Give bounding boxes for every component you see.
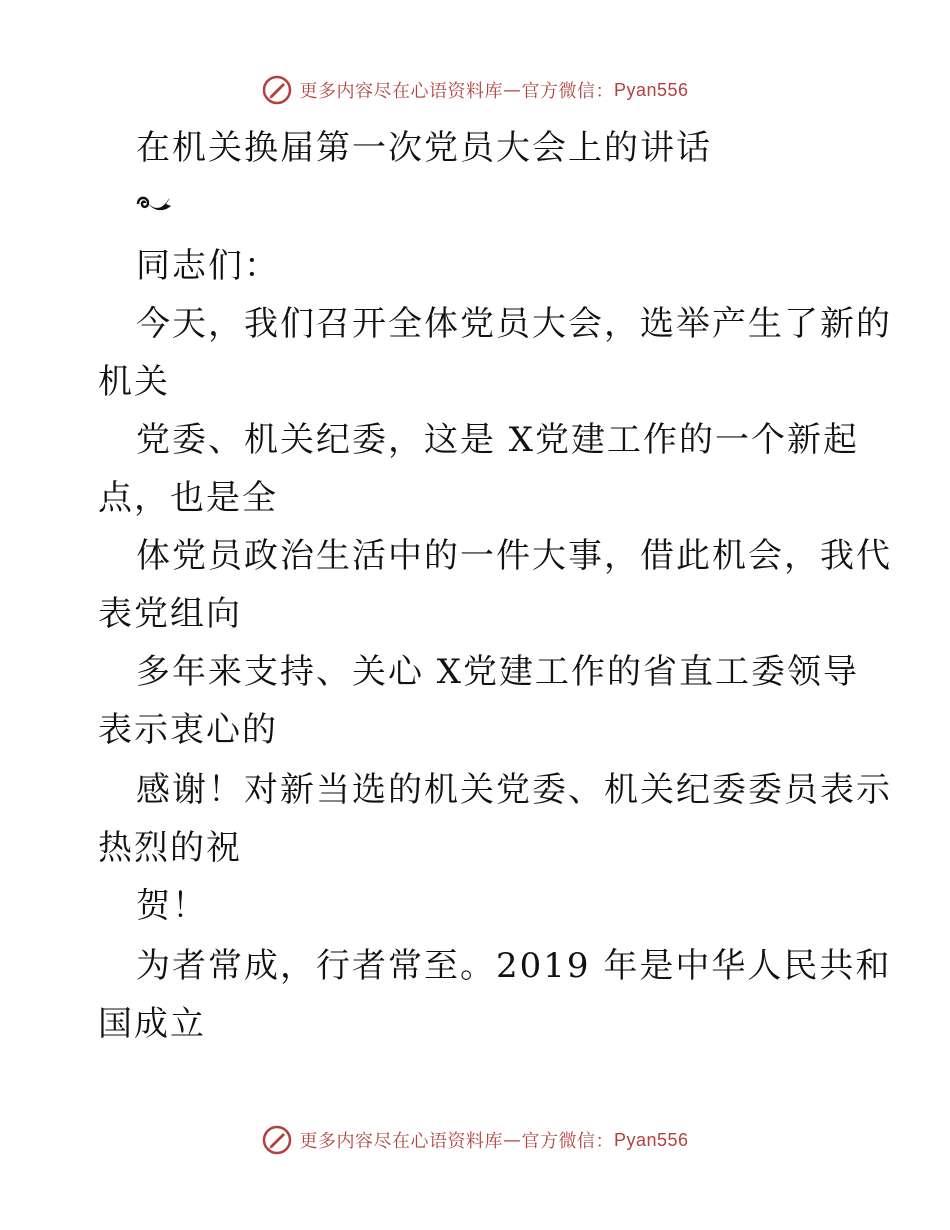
- text-line: 党委、机关纪委，这是 X党建工作的一个新起: [136, 420, 860, 460]
- text-line: 机关: [98, 362, 170, 402]
- header-watermark: [0, 74, 950, 106]
- text-line: 感谢！对新当选的机关党委、机关纪委委员表示: [136, 770, 892, 810]
- pen-logo-icon: [261, 74, 293, 106]
- text-line: 同志们：: [136, 246, 280, 286]
- text-line: 表示衷心的: [98, 710, 278, 750]
- pen-logo-icon: [261, 1124, 293, 1156]
- watermark-text: 更多内容尽在心语资料库: [299, 81, 503, 102]
- watermark-text: 更多内容尽在心语资料库: [299, 1131, 503, 1152]
- watermark-id: Pyan556: [613, 79, 689, 100]
- text-line: 今天，我们召开全体党员大会，选举产生了新的: [136, 304, 892, 344]
- watermark-id: Pyan556: [613, 1129, 689, 1150]
- watermark-label: 官方微信：: [521, 81, 614, 102]
- text-line: 表党组向: [98, 594, 242, 634]
- flourish-ornament-icon: [134, 188, 174, 218]
- text-line: 国成立: [98, 1004, 206, 1044]
- text-line: 贺！: [136, 886, 208, 926]
- watermark-label: 官方微信：: [521, 1131, 614, 1152]
- text-line: 多年来支持、关心 X党建工作的省直工委领导: [136, 652, 860, 692]
- watermark-separator: —: [502, 79, 522, 101]
- text-line: 热烈的祝: [98, 828, 242, 868]
- text-line: 为者常成，行者常至。2019 年是中华人民共和: [136, 946, 892, 986]
- watermark-separator: —: [502, 1129, 522, 1151]
- footer-watermark: [0, 1124, 950, 1156]
- document-title: 在机关换届第一次党员大会上的讲话: [136, 128, 712, 168]
- text-line: 体党员政治生活中的一件大事，借此机会，我代: [136, 536, 892, 576]
- text-line: 点，也是全: [98, 478, 278, 518]
